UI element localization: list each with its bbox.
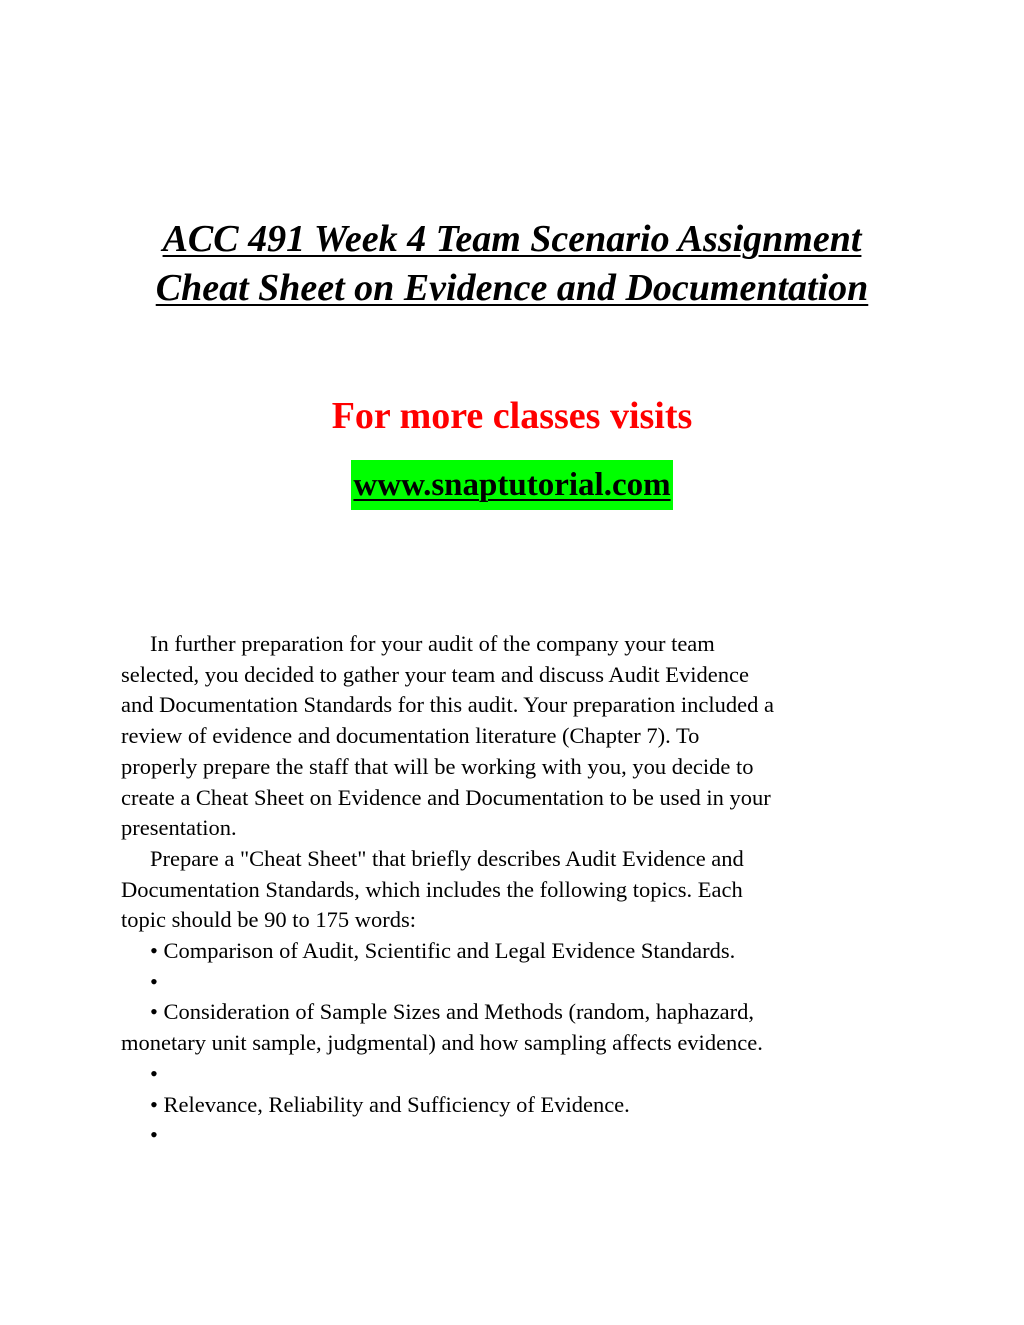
paragraph-1-line: In further preparation for your audit of the company your team [150,631,715,656]
paragraph-1-line: properly prepare the staff that will be working with you, you decide to [121,753,754,779]
paragraph-2 [121,844,921,936]
paragraph-2-line: topic should be 90 to 175 words: [121,907,416,933]
document-title [0,215,1024,313]
paragraph-1-line: presentation. [121,815,237,841]
paragraph-1-line: and Documentation Standards for this audit. Your preparation included a [121,692,774,718]
bullet-item: • Comparison of Audit, Scientific and Legal Evidence Standards. [150,938,736,964]
paragraph-1 [121,629,921,844]
bullet-item: • [150,1060,158,1086]
paragraph-1-line: review of evidence and documentation literature (Chapter 7). To [121,723,700,749]
bullet-list [121,936,921,1151]
bullet-item: • [150,1122,158,1148]
bullet-item: • Relevance, Reliability and Sufficiency of Evidence. [150,1091,630,1117]
bullet-item: • Consideration of Sample Sizes and Methods (random, haphazard, [150,999,754,1025]
title-line-2: Cheat Sheet on Evidence and Documentation [155,267,869,309]
promo-text: For more classes visits [331,395,693,437]
bullet-item: • [150,968,158,994]
promo-url-container [0,460,1024,510]
paragraph-2-line: Documentation Standards, which includes the following topics. Each [121,876,743,902]
body-text [121,629,921,1151]
title-line-1: ACC 491 Week 4 Team Scenario Assignment [162,218,862,260]
promo-url-link[interactable]: www.snaptutorial.com [351,460,672,510]
paragraph-1-line: selected, you decided to gather your team and discuss Audit Evidence [121,661,749,687]
bullet-item-continuation: monetary unit sample, judgmental) and how sampling affects evidence. [121,1030,763,1056]
paragraph-1-line: create a Cheat Sheet on Evidence and Documentation to be used in your [121,784,771,810]
paragraph-2-line: Prepare a "Cheat Sheet" that briefly describes Audit Evidence and [150,845,744,871]
